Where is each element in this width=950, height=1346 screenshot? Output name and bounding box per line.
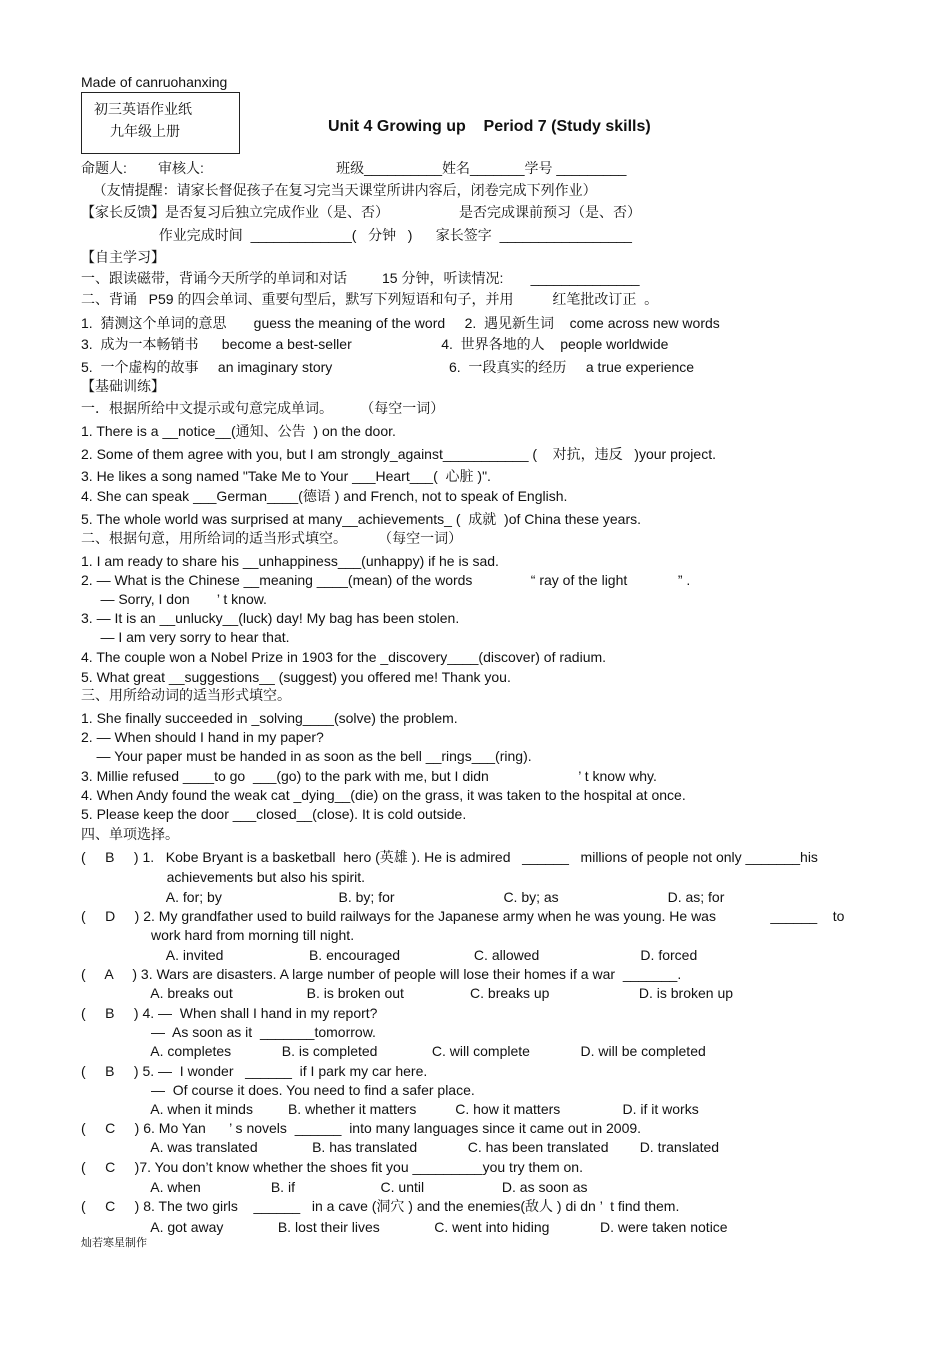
text-line: A. for; by B. by; for C. by; as D. as; for [81,889,725,905]
text-line: 命题人: 审核人: 班级__________姓名_______学号 _________ [81,160,627,176]
text-line: ( B ) 5. — I wonder ______ if I park my car here. [81,1063,428,1079]
text-line: — I am very sorry to hear that. [81,629,290,645]
text-line: 4. She can speak ___German____(德语 ) and French, not to speak of English. [81,488,568,504]
text-line: 5. 一个虚构的故事 an imaginary story 6. 一段真实的经历 a true experience [81,359,695,375]
text-line: A. when it minds B. whether it matters C. how it matters D. if it works [81,1101,699,1117]
text-line: 二、根据句意，用所给词的适当形式填空。 （每空一词） [81,530,463,546]
text-line: 3. Millie refused ____to go ___(go) to the park with me, but I didn ’ t know why. [81,768,657,784]
text-line: 2. — What is the Chinese __meaning ____(mean) of the words “ ray of the light ” . [81,572,691,588]
text-line: 2. — When should I hand in my paper? [81,729,324,745]
text-line: 【家长反馈】是否复习后独立完成作业（是、否） 是否完成课前预习（是、否） [81,204,642,220]
text-line: A. breaks out B. is broken out C. breaks up D. is broken up [81,985,734,1001]
text-line: A. invited B. encouraged C. allowed D. forced [81,947,698,963]
text-line: 【自主学习】 [81,249,165,265]
footer-note: 灿若寒星制作 [81,1237,147,1249]
text-line: 3. — It is an __unlucky__(luck) day! My bag has been stolen. [81,610,460,626]
text-line: 5. The whole world was surprised at many__achievements_ ( 成就 )of China these years. [81,511,641,527]
made-of-label: Made of canruohanxing [81,74,228,90]
text-line: A. completes B. is completed C. will complete D. will be completed [81,1043,706,1059]
text-line: ( A ) 3. Wars are disasters. A large number of people will lose their homes if a war _______. [81,966,682,982]
text-line: work hard from morning till night. [81,927,355,943]
text-line: 3. 成为一本畅销书 become a best-seller 4. 世界各地的人 people worldwide [81,336,669,352]
text-line: ( B ) 4. — When shall I hand in my report? [81,1005,378,1021]
box-line-1: 初三英语作业纸 [94,101,192,117]
text-line: 4. The couple won a Nobel Prize in 1903 for the _discovery____(discover) of radium. [81,649,607,665]
text-line: ( C ) 8. The two girls ______ in a cave (洞穴 ) and the enemies(敌人 ) di dn ’ t find them. [81,1198,680,1214]
text-line: ( B ) 1. Kobe Bryant is a basketball hero (英雄 ). He is admired ______ millions of people not only _______his [81,849,818,865]
text-line: 三、用所给动词的适当形式填空。 [81,687,291,703]
text-line: 一．根据所给中文提示或句意完成单词。 （每空一词） [81,400,445,416]
text-line: 5. What great __suggestions__ (suggest) you offered me! Thank you. [81,669,511,685]
text-line: 1. There is a __notice__(通知、公告 ) on the door. [81,423,396,439]
text-line: 【基础训练】 [81,378,165,394]
text-line: 四、单项选择。 [81,826,179,842]
text-line: — As soon as it _______tomorrow. [81,1024,376,1040]
text-line: 4. When Andy found the weak cat _dying__(die) on the grass, it was taken to the hospital at once. [81,787,686,803]
text-line: — Of course it does. You need to find a safer place. [81,1082,475,1098]
worksheet-label-box [81,92,240,154]
text-line: 1. 猜测这个单词的意思 guess the meaning of the word 2. 遇见新生词 come across new words [81,315,720,331]
text-line: A. was translated B. has translated C. has been translated D. translated [81,1139,720,1155]
text-line: ( D ) 2. My grandfather used to build railways for the Japanese army when he was young. He was ______ to [81,908,845,924]
text-line: （友情提醒：请家长督促孩子在复习完当天课堂所讲内容后，闭卷完成下列作业） [81,182,597,198]
text-line: — Your paper must be handed in as soon as the bell __rings___(ring). [81,748,532,764]
text-line: A. got away B. lost their lives C. went into hiding D. were taken notice [81,1219,728,1235]
text-line: 二、背诵 P59 的四会单词、重要句型后，默写下列短语和句子，并用 红笔批改订正 。 [81,291,659,307]
text-line: 3. He likes a song named "Take Me to Your ___Heart___( 心脏 )". [81,468,491,484]
text-line: achievements but also his spirit. [81,869,365,885]
page-title: Unit 4 Growing up Period 7 (Study skills) [328,118,651,135]
text-line: 1. She finally succeeded in _solving____(solve) the problem. [81,710,458,726]
text-line: ( C ) 6. Mo Yan ’ s novels ______ into many languages since it came out in 2009. [81,1120,642,1136]
text-line: 一、跟读磁带，背诵今天所学的单词和对话 15 分钟，听读情况: ______________ [81,270,640,286]
box-line-2: 九年级上册 [110,123,180,139]
text-line: 2. Some of them agree with you, but I am strongly_against___________ ( 对抗，违反 )your project. [81,446,716,462]
text-line: ( C )7. You don’t know whether the shoes fit you _________you try them on. [81,1159,583,1175]
text-line: A. when B. if C. until D. as soon as [81,1179,588,1195]
text-line: 作业完成时间 _____________( 分钟 ) 家长签字 _________________ [81,227,632,243]
text-line: 5. Please keep the door ___closed__(close). It is cold outside. [81,806,467,822]
text-line: — Sorry, I don ’ t know. [81,591,267,607]
text-line: 1. I am ready to share his __unhappiness___(unhappy) if he is sad. [81,553,499,569]
